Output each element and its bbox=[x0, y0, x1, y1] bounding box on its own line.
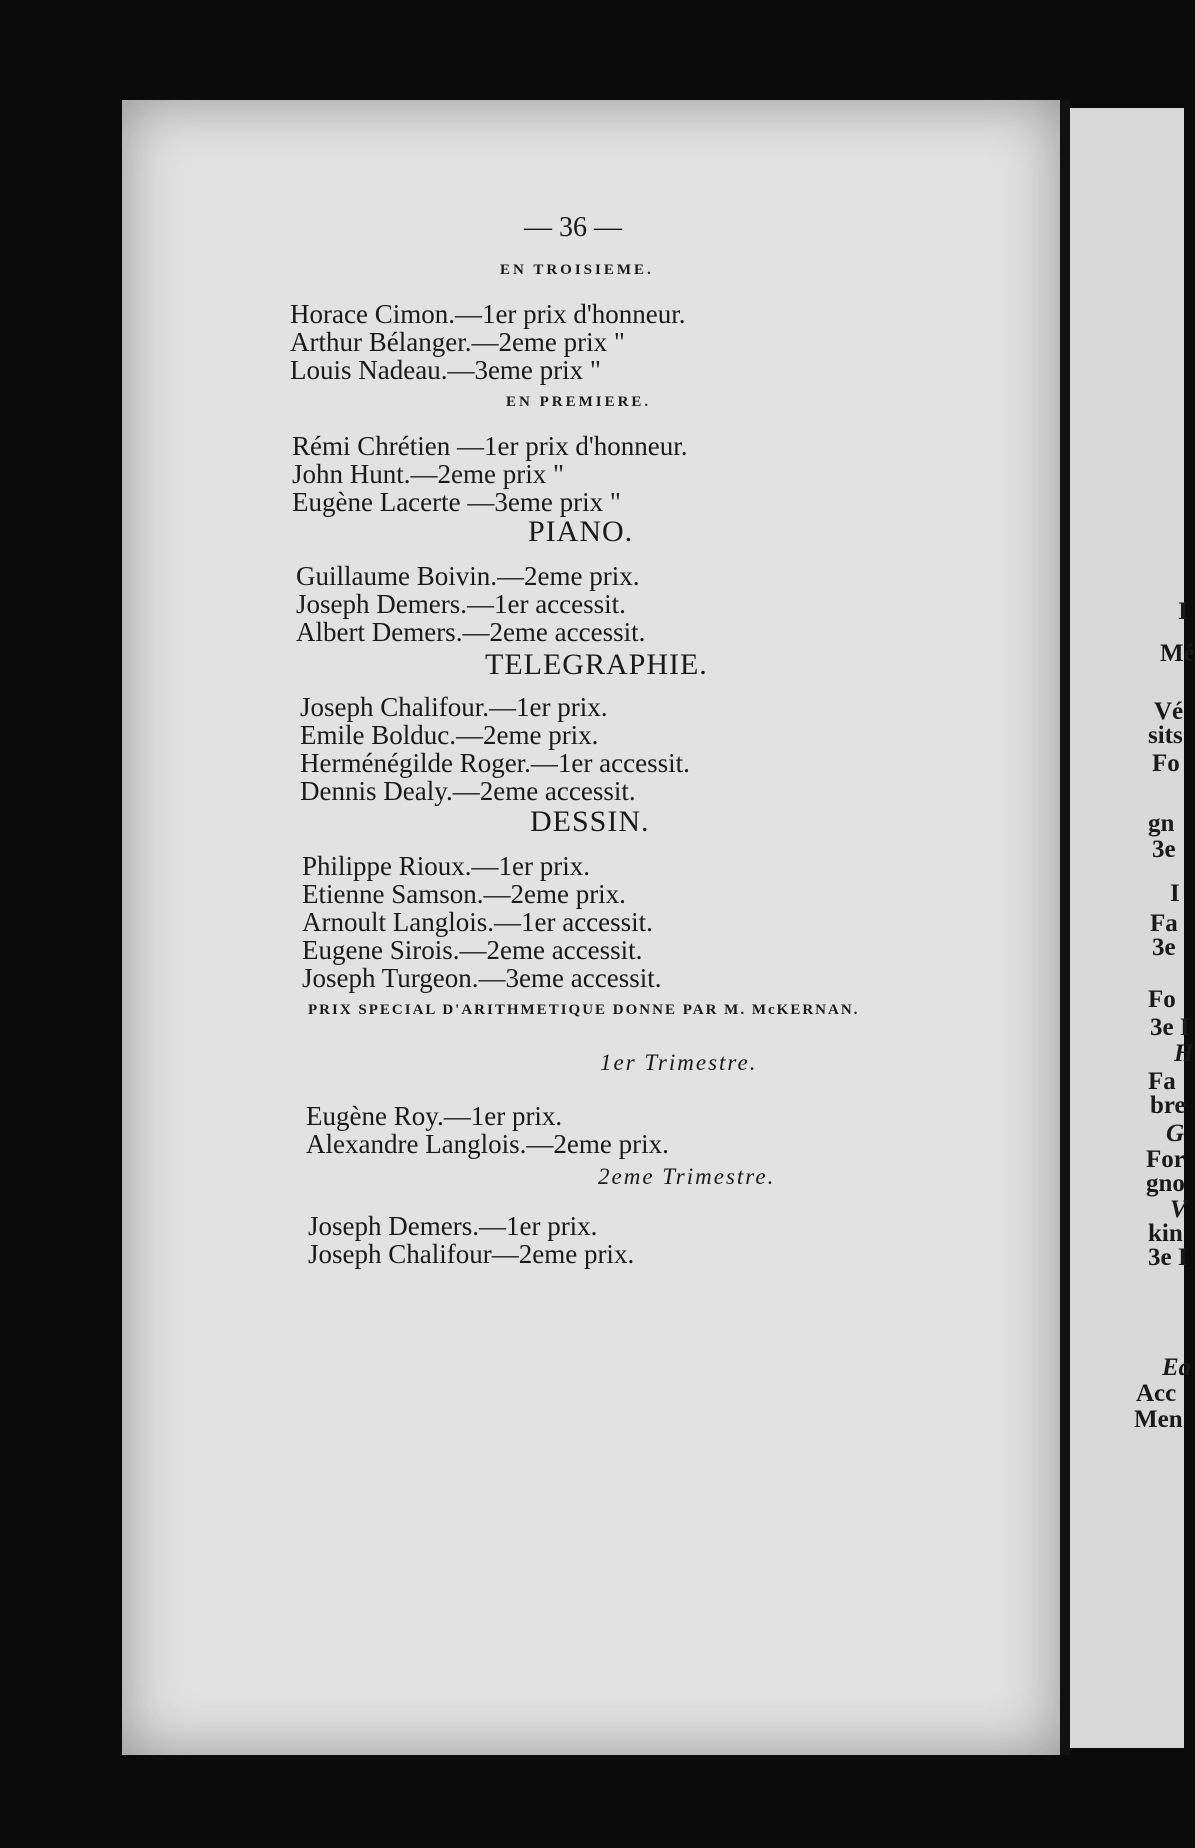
fragment: gn bbox=[1148, 810, 1175, 837]
fragment: V bbox=[1170, 1196, 1187, 1223]
entry-line: Alexandre Langlois.—2eme prix. bbox=[306, 1129, 669, 1159]
entry-line: Etienne Samson.—2eme prix. bbox=[302, 879, 626, 909]
entry-line: Joseph Chalifour—2eme prix. bbox=[308, 1239, 635, 1269]
section-list-telegraphie bbox=[300, 693, 690, 805]
fragment: I bbox=[1178, 598, 1188, 625]
fragment: 3e bbox=[1152, 836, 1176, 863]
entry-line: Rémi Chrétien —1er prix d'honneur. bbox=[292, 431, 688, 461]
fragment: Fo bbox=[1148, 986, 1176, 1013]
section-heading-telegraphie: TELEGRAPHIE. bbox=[485, 648, 708, 681]
section-list-trimestre-1 bbox=[306, 1102, 669, 1158]
entry-line: Joseph Demers.—1er prix. bbox=[308, 1211, 598, 1241]
section-list-trimestre-2 bbox=[308, 1212, 634, 1268]
fragment: 3e bbox=[1152, 934, 1176, 961]
entry-line: Philippe Rioux.—1er prix. bbox=[302, 851, 590, 881]
entry-line: Joseph Turgeon.—3eme accessit. bbox=[302, 963, 662, 993]
section-heading-dessin: DESSIN. bbox=[530, 805, 650, 838]
fragment: sits bbox=[1148, 722, 1183, 749]
entry-line: Joseph Demers.—1er accessit. bbox=[296, 589, 626, 619]
fragment: Vé bbox=[1154, 698, 1184, 725]
fragment: Acc bbox=[1136, 1380, 1177, 1407]
entry-line: Herménégilde Roger.—1er accessit. bbox=[300, 748, 690, 778]
fragment: gno bbox=[1146, 1170, 1185, 1197]
section-list-piano bbox=[296, 562, 645, 646]
section-list-troisieme bbox=[290, 300, 686, 384]
fragment: kin bbox=[1148, 1220, 1183, 1247]
fragment: I bbox=[1170, 880, 1180, 907]
fragment: bre bbox=[1150, 1092, 1186, 1119]
page-number: — 36 — bbox=[524, 212, 622, 243]
book-page bbox=[122, 100, 1060, 1755]
book-gutter bbox=[1060, 100, 1070, 1755]
trimestre-2-label: 2eme Trimestre. bbox=[598, 1164, 776, 1189]
entry-line: Guillaume Boivin.—2eme prix. bbox=[296, 561, 640, 591]
fragment: Mé bbox=[1160, 640, 1195, 667]
trimestre-1-label: 1er Trimestre. bbox=[600, 1050, 758, 1075]
entry-line: Arnoult Langlois.—1er accessit. bbox=[302, 907, 653, 937]
entry-line: Eugene Sirois.—2eme accessit. bbox=[302, 935, 643, 965]
entry-line: Dennis Dealy.—2eme accessit. bbox=[300, 776, 636, 806]
fragment: For bbox=[1146, 1146, 1185, 1173]
section-heading-premiere: EN PREMIERE. bbox=[506, 394, 652, 410]
fragment: G bbox=[1166, 1120, 1185, 1147]
fragment: Ea bbox=[1162, 1354, 1192, 1381]
entry-line: Albert Demers.—2eme accessit. bbox=[296, 617, 646, 647]
fragment: Fa bbox=[1148, 1068, 1176, 1095]
section-heading-piano: PIANO. bbox=[528, 515, 634, 548]
entry-line: Arthur Bélanger.—2eme prix " bbox=[290, 327, 625, 357]
entry-line: John Hunt.—2eme prix " bbox=[292, 459, 564, 489]
entry-line: Emile Bolduc.—2eme prix. bbox=[300, 720, 599, 750]
fragment: Fo bbox=[1152, 750, 1180, 777]
section-list-dessin bbox=[302, 852, 661, 992]
fragment: 3e I bbox=[1148, 1244, 1188, 1271]
fragment: H bbox=[1174, 1040, 1194, 1067]
fragment: 3e I bbox=[1150, 1014, 1190, 1041]
section-list-premiere bbox=[292, 432, 688, 516]
adjacent-page-edge bbox=[1070, 108, 1195, 1748]
section-heading-troisieme: EN TROISIEME. bbox=[500, 262, 654, 278]
fragment: Men bbox=[1134, 1406, 1183, 1433]
entry-line: Louis Nadeau.—3eme prix " bbox=[290, 355, 601, 385]
entry-line: Eugène Lacerte —3eme prix " bbox=[292, 487, 621, 517]
entry-line: Eugène Roy.—1er prix. bbox=[306, 1101, 563, 1131]
entry-line: Horace Cimon.—1er prix d'honneur. bbox=[290, 299, 686, 329]
fragment: Fa bbox=[1150, 910, 1178, 937]
section-heading-special: PRIX SPECIAL D'ARITHMETIQUE DONNE PAR M. McKERNAN. bbox=[308, 1002, 860, 1018]
entry-line: Joseph Chalifour.—1er prix. bbox=[300, 692, 608, 722]
